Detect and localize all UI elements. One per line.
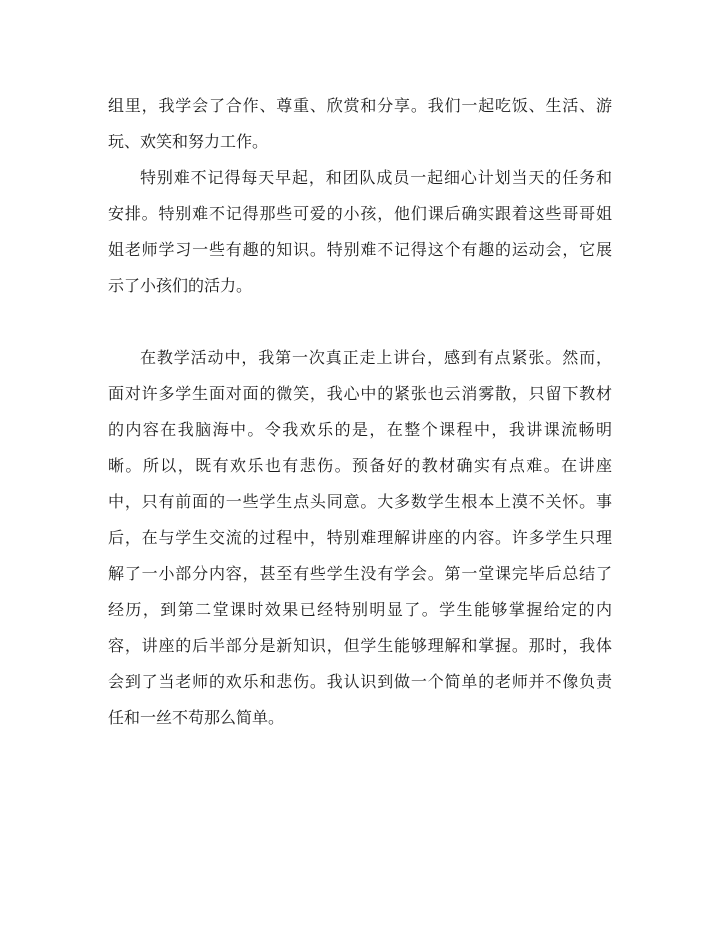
paragraph-2-line-1: 特别难不记得每天早起，和团队成员一起细心计划当天的任务和	[140, 168, 612, 187]
paragraph-1-line-2: 玩、欢笑和努力工作。	[108, 132, 269, 151]
paragraph-2-line-4: 示了小孩们的活力。	[108, 276, 253, 295]
paragraph-2-line-3: 姐老师学习一些有趣的知识。特别难不记得这个有趣的运动会，它展	[108, 240, 612, 259]
paragraph-3-line-10: 会到了当老师的欢乐和悲伤。我认识到做一个简单的老师并不像负责	[108, 672, 612, 691]
paragraph-3-line-5: 中，只有前面的一些学生点头同意。大多数学生根本上漠不关怀。事	[108, 492, 612, 511]
paragraph-3-line-4: 晰。所以，既有欢乐也有悲伤。预备好的教材确实有点难。在讲座	[108, 456, 612, 475]
paragraph-2-line-2: 安排。特别难不记得那些可爱的小孩，他们课后确实跟着这些哥哥姐	[108, 204, 612, 223]
paragraph-3-line-3: 的内容在我脑海中。令我欢乐的是，在整个课程中，我讲课流畅明	[108, 420, 612, 439]
paragraph-3-line-9: 容，讲座的后半部分是新知识，但学生能够理解和掌握。那时，我体	[108, 636, 612, 655]
paragraph-3-line-6: 后，在与学生交流的过程中，特别难理解讲座的内容。许多学生只理	[108, 528, 612, 547]
paragraph-3-line-2: 面对许多学生面对面的微笑，我心中的紧张也云消雾散，只留下教材	[108, 384, 612, 403]
paragraph-3-line-11: 任和一丝不苟那么简单。	[108, 708, 285, 727]
paragraph-3-line-7: 解了一小部分内容，甚至有些学生没有学会。第一堂课完毕后总结了	[108, 564, 612, 583]
paragraph-3-line-8: 经历，到第二堂课时效果已经特别明显了。学生能够掌握给定的内	[108, 600, 612, 619]
paragraph-1-line-1: 组里，我学会了合作、尊重、欣赏和分享。我们一起吃饭、生活、游	[108, 96, 612, 115]
paragraph-3-line-1: 在教学活动中，我第一次真正走上讲台，感到有点紧张。然而，	[140, 348, 612, 367]
